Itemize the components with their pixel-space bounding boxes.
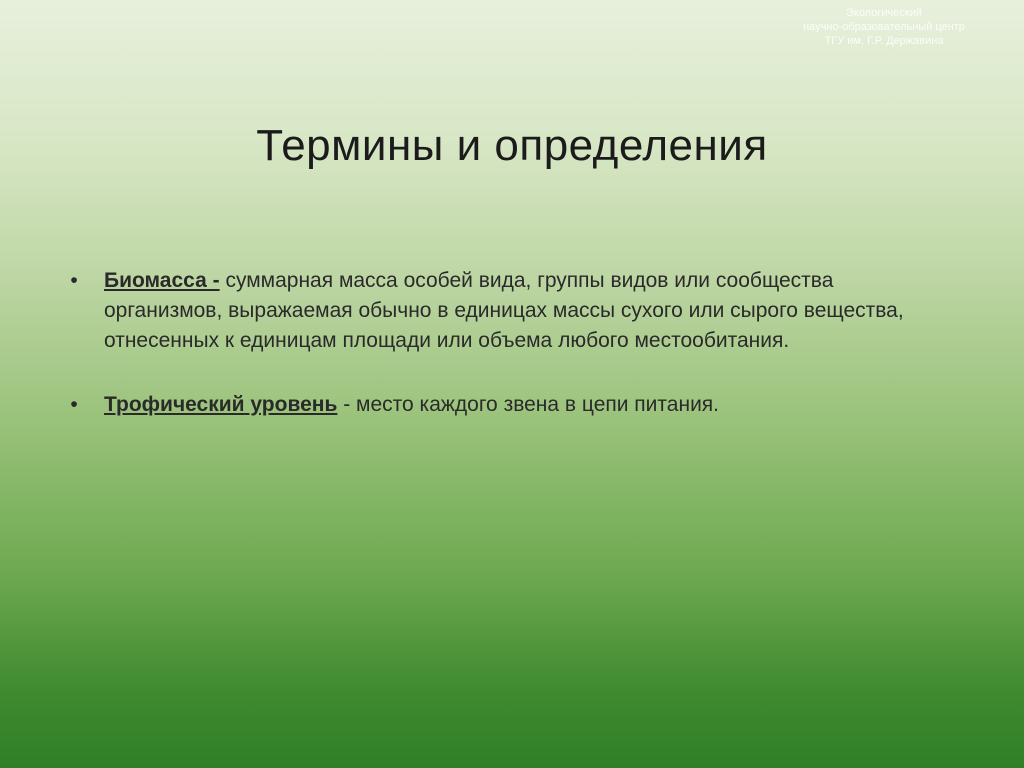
definitions-list	[64, 266, 944, 454]
org-header-line1: Экологический	[846, 7, 922, 19]
definition-item-trophic-level	[64, 390, 944, 420]
bullet-icon: •	[70, 393, 78, 416]
org-header-line3: ТГУ им. Г.Р. Державина	[824, 35, 944, 47]
term-trophic-level: Трофический уровень	[104, 393, 338, 416]
term-biomass: Биомасса -	[104, 269, 220, 292]
definition-item-biomass	[64, 266, 944, 356]
org-header	[764, 6, 1004, 48]
definition-biomass: суммарная масса особей вида, группы видов или сообщества организмов, выражаемая обычно в единицах массы сухого или сырого вещества, отнесенных к единицам площади или объема любого местообитания.	[104, 269, 904, 352]
definition-trophic-level: - место каждого звена в цепи питания.	[337, 393, 720, 416]
org-header-line2: научно-образовательный центр	[803, 21, 965, 33]
page-title: Термины и определения	[256, 121, 768, 170]
bullet-icon: •	[70, 269, 78, 292]
